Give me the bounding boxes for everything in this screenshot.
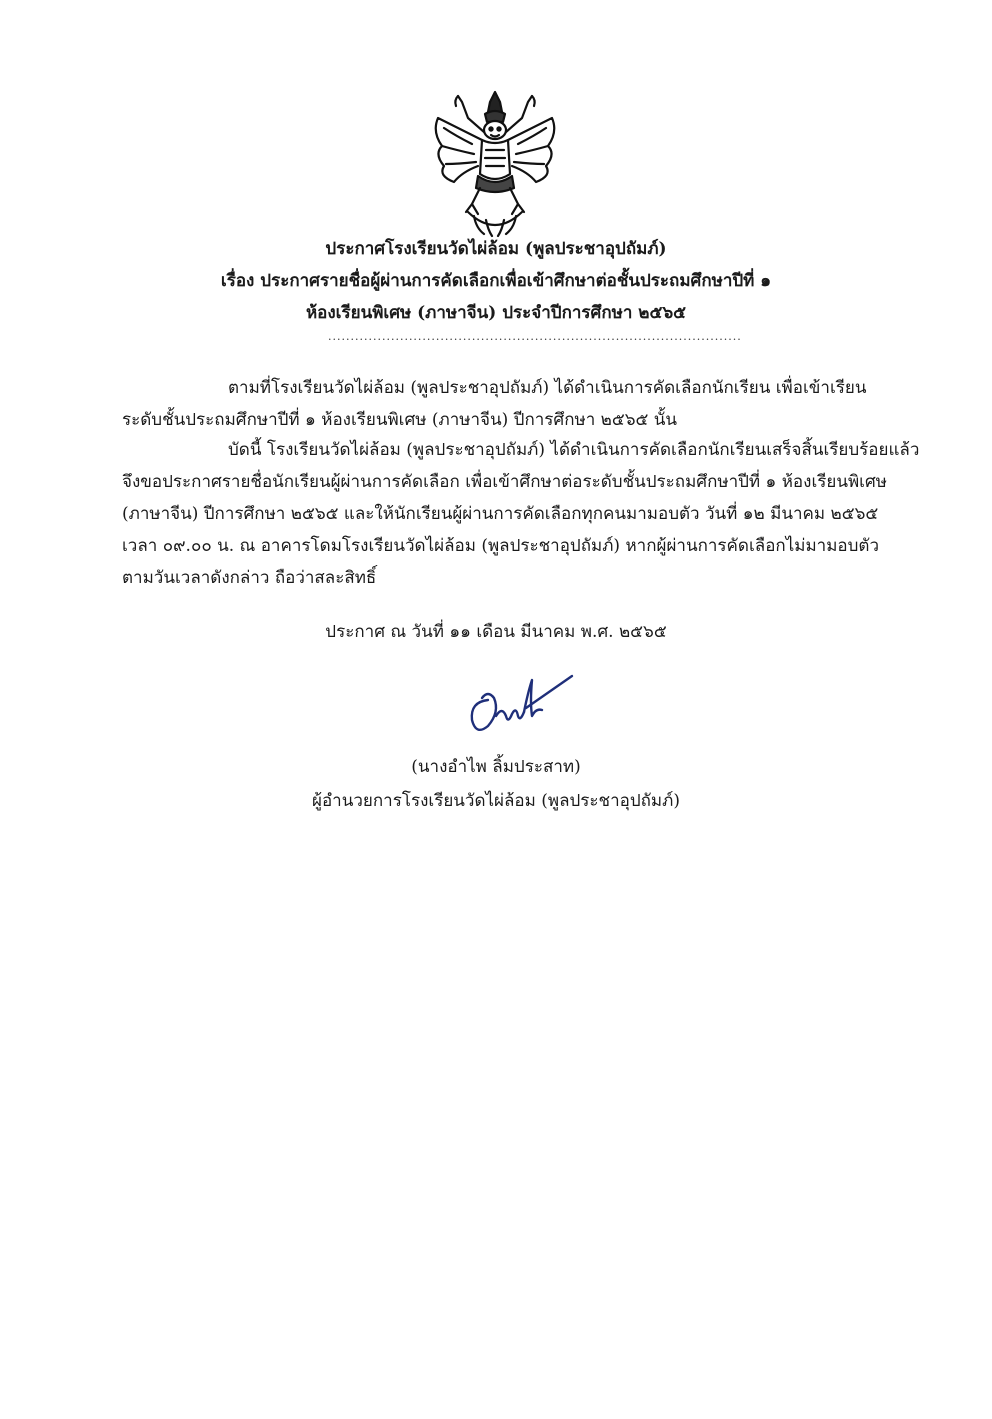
- announcement-date: ประกาศ ณ วันที่ ๑๑ เดือน มีนาคม พ.ศ. ๒๕๖๕: [325, 622, 667, 642]
- body-paragraph-2-line-4: เวลา ๐๙.๐๐ น. ณ อาคารโดมโรงเรียนวัดไผ่ล้อม (พูลประชาอุปถัมภ์) หากผู้ผ่านการคัดเลือกไม่มามอบตัว: [122, 536, 879, 556]
- body-paragraph-1-line-2: ระดับชั้นประถมศึกษาปีที่ ๑ ห้องเรียนพิเศษ (ภาษาจีน) ปีการศึกษา ๒๕๖๕ นั้น: [122, 410, 678, 430]
- announcement-subject-continued: ห้องเรียนพิเศษ (ภาษาจีน) ประจำปีการศึกษา ๒๕๖๕: [305, 303, 687, 323]
- signer-name: (นางอำไพ ลิ้มประสาท): [411, 757, 581, 777]
- body-paragraph-2-line-5: ตามวันเวลาดังกล่าว ถือว่าสละสิทธิ์: [122, 568, 377, 588]
- announcement-subject: เรื่อง ประกาศรายชื่อผู้ผ่านการคัดเลือกเพื่อเข้าศึกษาต่อชั้นประถมศึกษาปีที่ ๑: [220, 271, 772, 291]
- garuda-emblem-icon: [428, 88, 562, 238]
- body-paragraph-2-line-2: จึงขอประกาศรายชื่อนักเรียนผู้ผ่านการคัดเลือก เพื่อเข้าศึกษาต่อระดับชั้นประถมศึกษาปีที่ ๑ ห้องเรียนพิเศษ: [122, 472, 887, 492]
- signer-position: ผู้อำนวยการโรงเรียนวัดไผ่ล้อม (พูลประชาอุปถัมภ์): [312, 791, 680, 811]
- body-paragraph-2-line-3: (ภาษาจีน) ปีการศึกษา ๒๕๖๕ และให้นักเรียนผู้ผ่านการคัดเลือกทุกคนมามอบตัว วันที่ ๑๒ มีนาคม ๒๕๖๕: [122, 504, 879, 524]
- handwritten-signature: [466, 672, 576, 738]
- body-paragraph-1-line-1: ตามที่โรงเรียนวัดไผ่ล้อม (พูลประชาอุปถัมภ์) ได้ดำเนินการคัดเลือกนักเรียน เพื่อเข้าเรียน: [228, 378, 867, 398]
- announcement-title: ประกาศโรงเรียนวัดไผ่ล้อม (พูลประชาอุปถัมภ์): [325, 239, 667, 259]
- body-paragraph-2-line-1: บัดนี้ โรงเรียนวัดไผ่ล้อม (พูลประชาอุปถัมภ์) ได้ดำเนินการคัดเลือกนักเรียนเสร็จสิ้นเรียบร้อยแล้ว: [228, 440, 920, 460]
- separator-dotted-line: ............................................................................................: [328, 330, 742, 343]
